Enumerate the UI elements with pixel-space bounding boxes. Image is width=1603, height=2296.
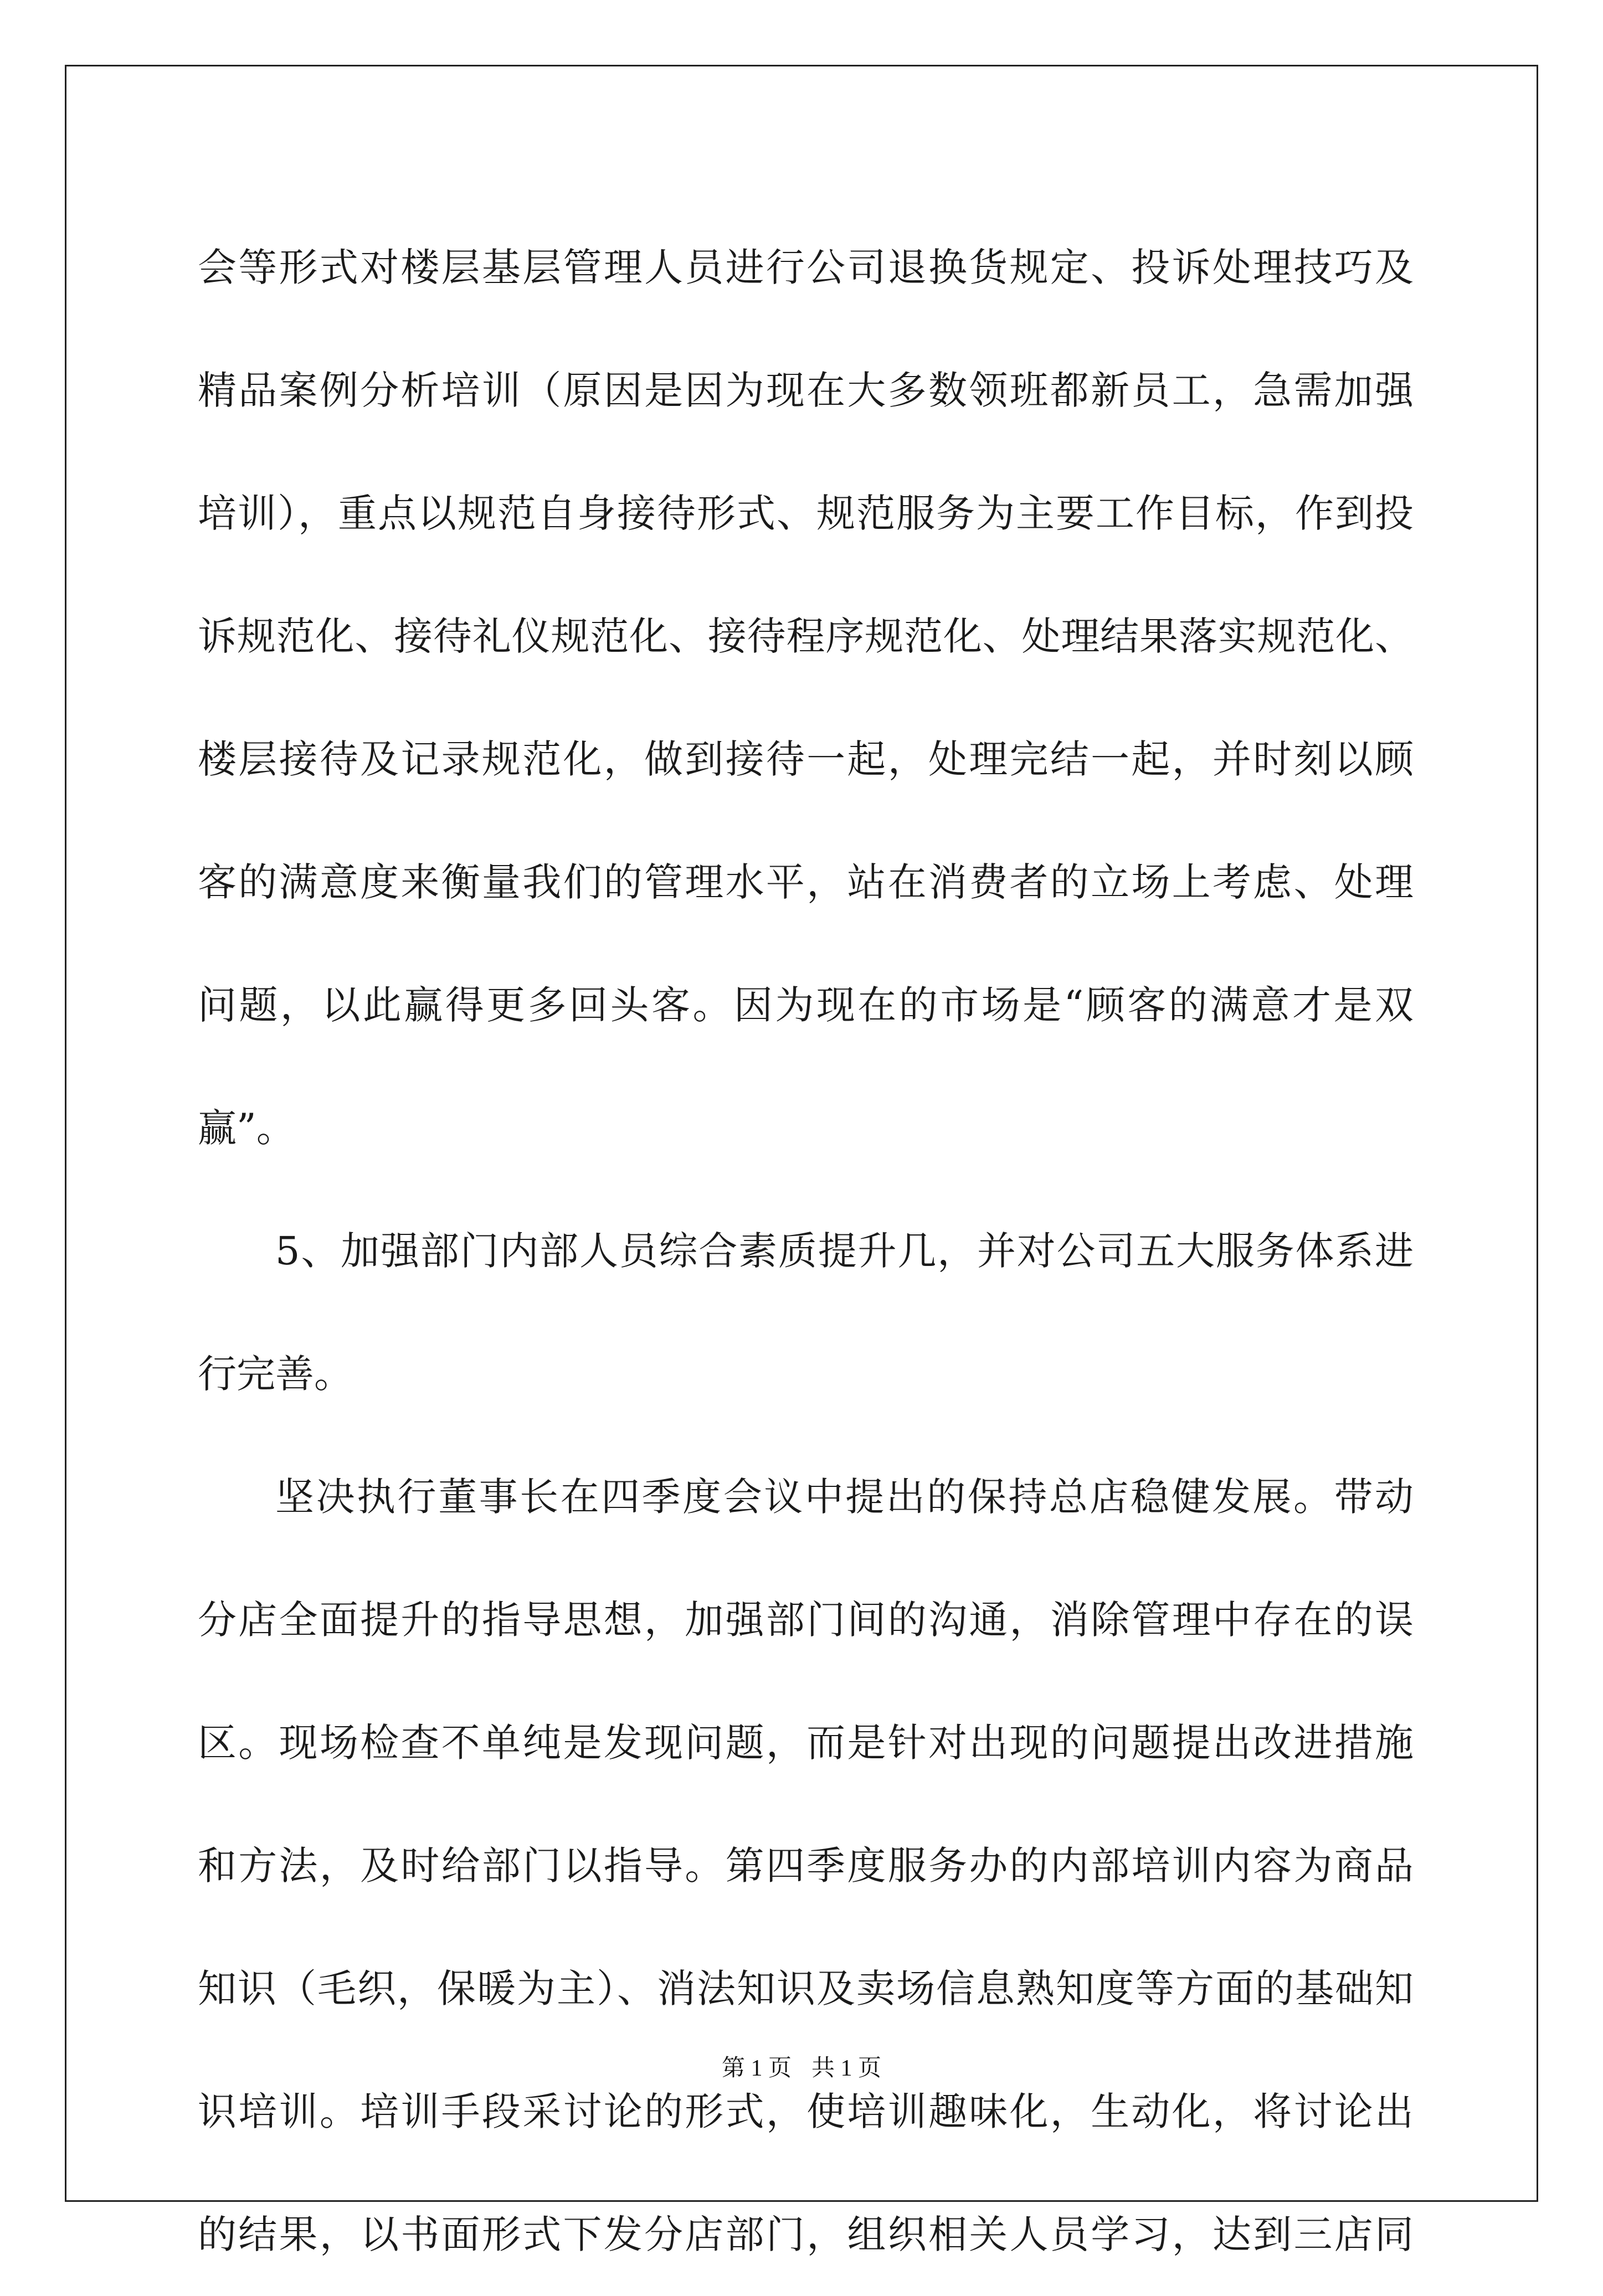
text-line: 分店全面提升的指导思想，加强部门间的沟通，消除管理中存在的误	[198, 1597, 1414, 1643]
text-line: 的结果，以书面形式下发分店部门，组织相关人员学习，达到三店同	[198, 2212, 1414, 2257]
text-line: 行完善。	[198, 1351, 353, 1397]
text-line: 知识（毛织，保暖为主）、消法知识及卖场信息熟知度等方面的基础知	[198, 1966, 1414, 2011]
text-line: 楼层接待及记录规范化，做到接待一起，处理完结一起，并时刻以顾	[198, 737, 1414, 782]
text-line: 培训），重点以规范自身接待形式、规范服务为主要工作目标，作到投	[198, 491, 1414, 536]
document-body	[198, 206, 1414, 2296]
page-total: 共 1 页	[811, 2056, 882, 2081]
text-line: 识培训。培训手段采讨论的形式，使培训趣味化，生动化，将讨论出	[198, 2089, 1414, 2134]
page-number: 第 1 页	[721, 2056, 792, 2081]
paragraph-start-line: 5、加强部门内部人员综合素质提升几，并对公司五大服务体系进	[275, 1228, 1414, 1274]
text-line: 精品案例分析培训（原因是因为现在大多数领班都新员工，急需加强	[198, 368, 1414, 413]
text-line: 诉规范化、接待礼仪规范化、接待程序规范化、处理结果落实规范化、	[198, 614, 1414, 659]
text-line: 和方法，及时给部门以指导。第四季度服务办的内部培训内容为商品	[198, 1843, 1414, 1888]
text-line: 赢”。	[198, 1105, 295, 1151]
text-line: 客的满意度来衡量我们的管理水平，站在消费者的立场上考虑、处理	[198, 859, 1414, 905]
paragraph-start-line: 坚决执行董事长在四季度会议中提出的保持总店稳健发展。带动	[275, 1474, 1414, 1520]
text-line: 问题，以此赢得更多回头客。因为现在的市场是“顾客的满意才是双	[198, 982, 1414, 1028]
text-line: 会等形式对楼层基层管理人员进行公司退换货规定、投诉处理技巧及	[198, 245, 1414, 290]
text-line: 区。现场检查不单纯是发现问题，而是针对出现的问题提出改进措施	[198, 1720, 1414, 1765]
page-footer	[0, 2052, 1603, 2085]
